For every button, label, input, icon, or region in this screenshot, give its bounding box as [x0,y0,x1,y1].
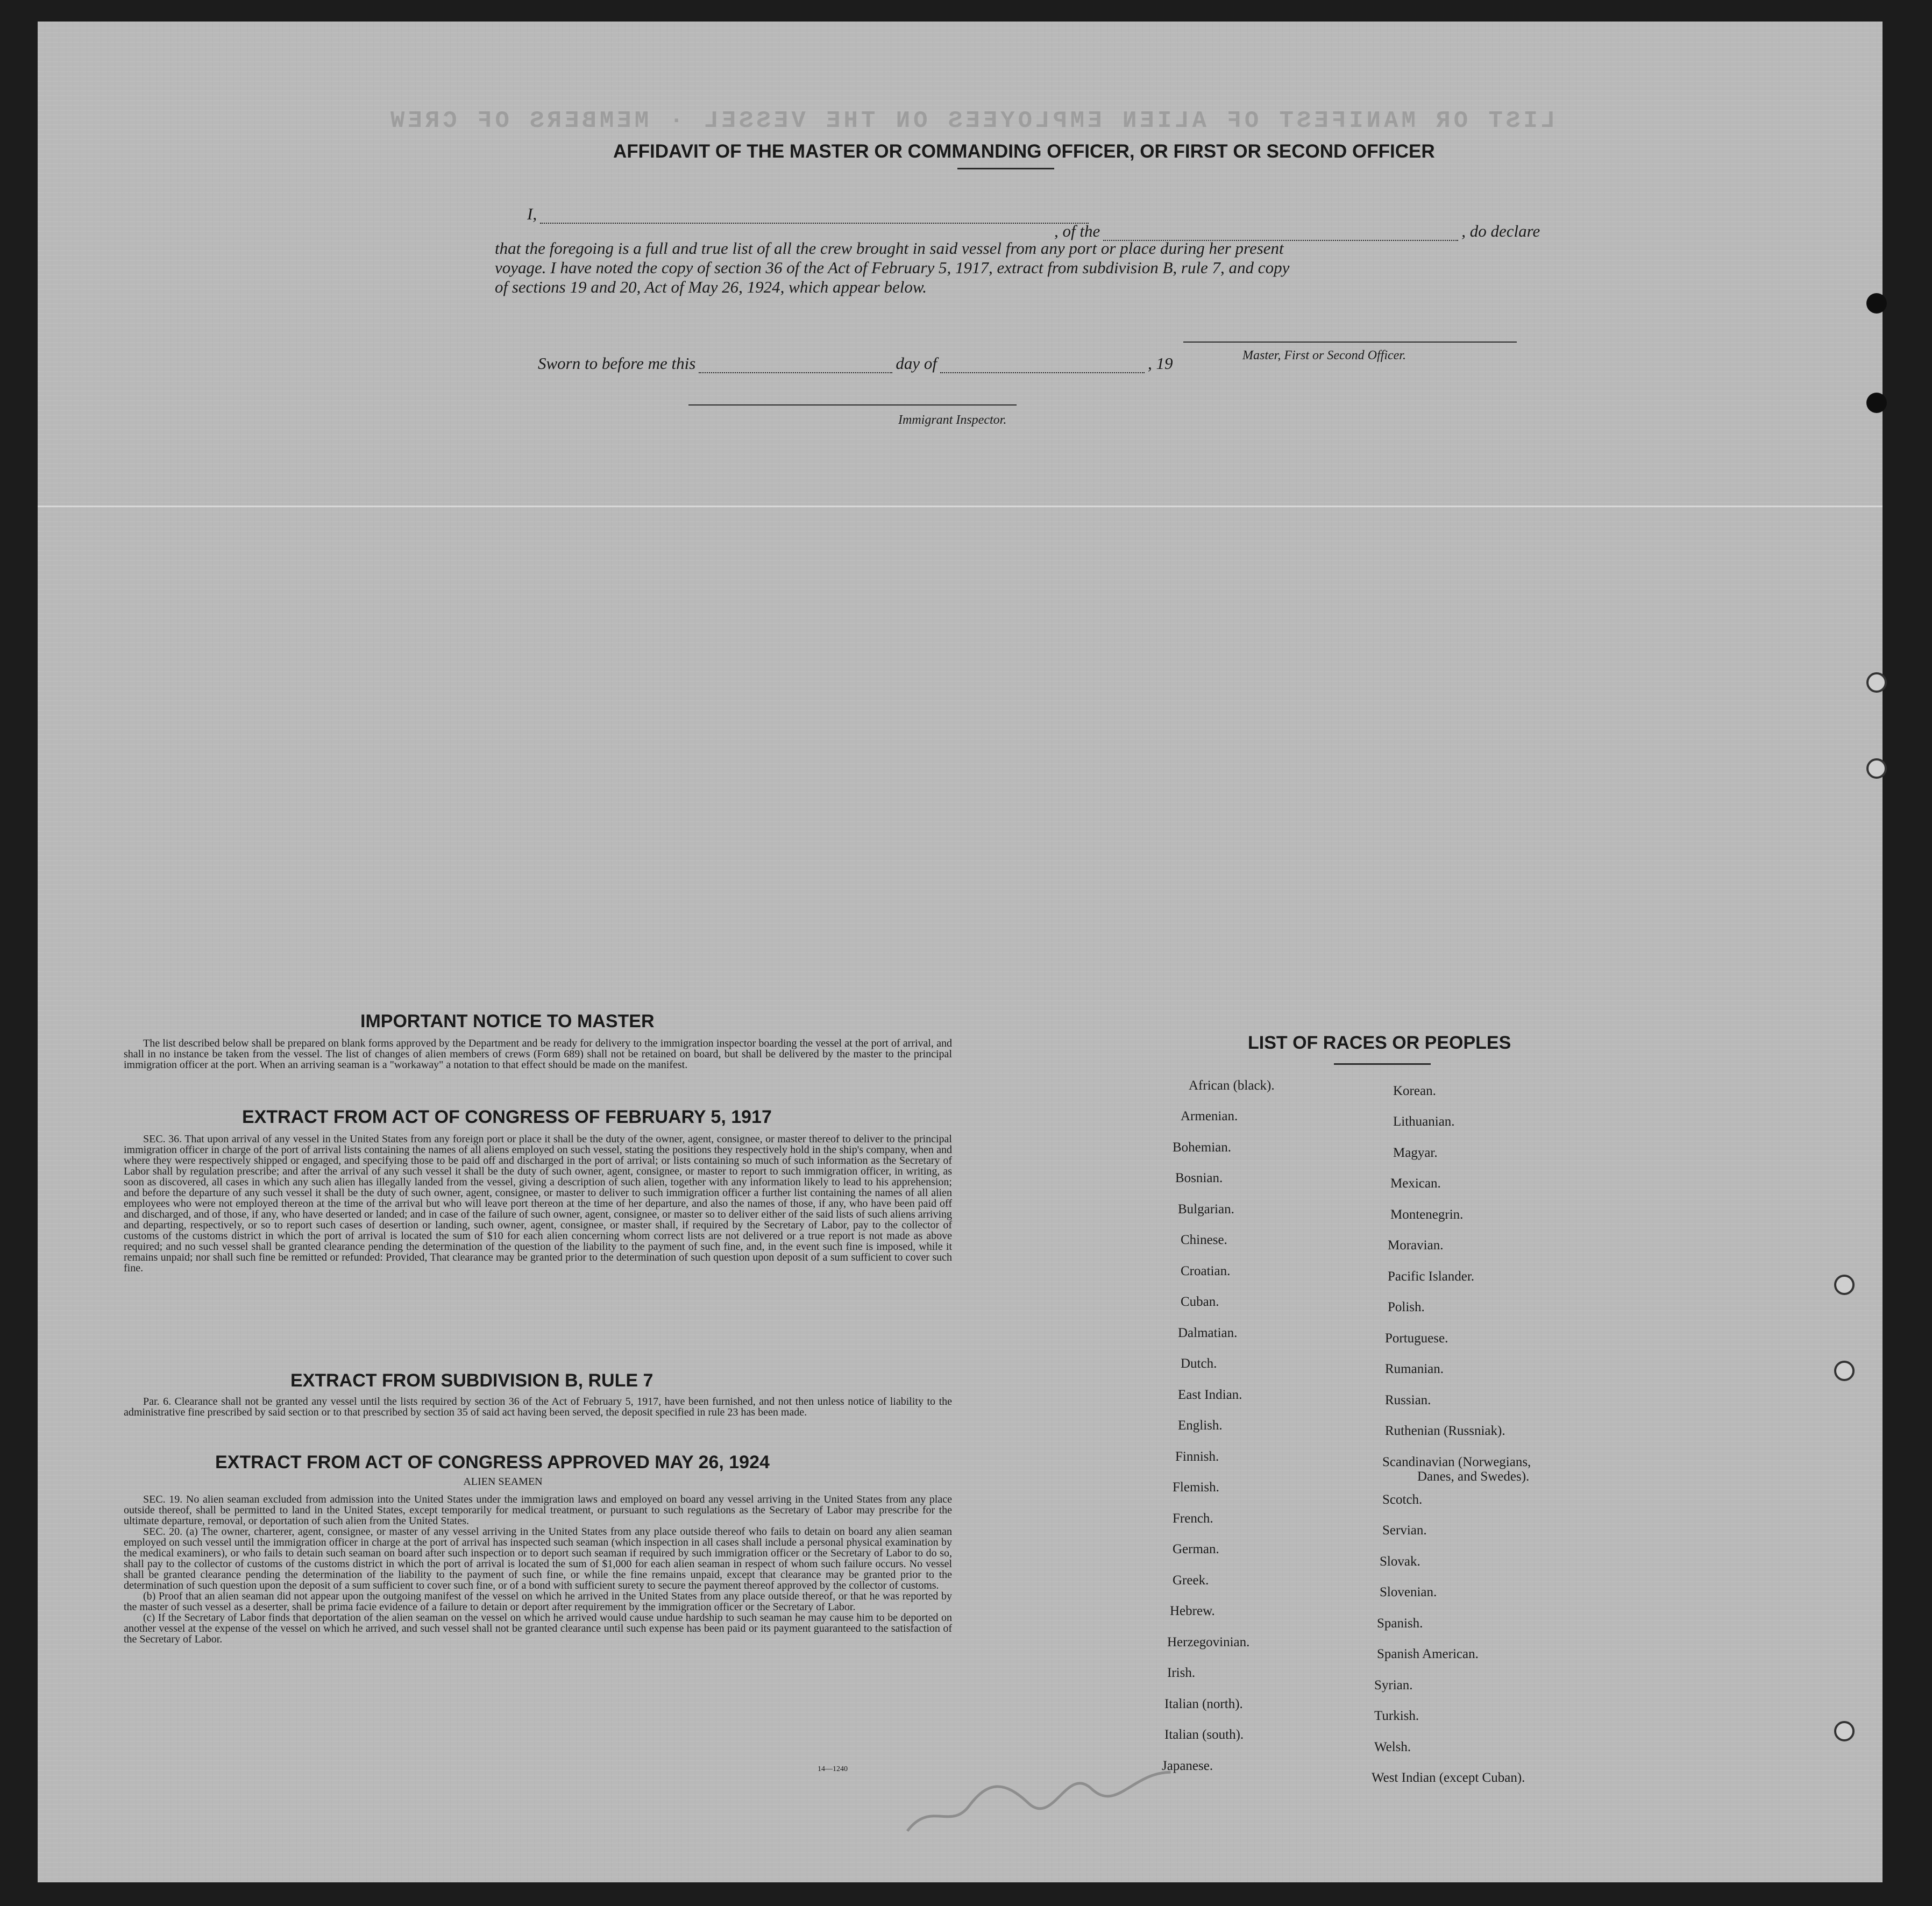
race-right-item: Korean. [1393,1084,1436,1098]
race-right-item: Pacific Islander. [1388,1269,1475,1284]
notice-body: The list described below shall be prepared on blank forms approved by the Department and be ready for delivery to the immigration inspector boarding the vessel at the port of arrival, and shall in no instance be taken from the vessel. The list of changes of alien members of crews (Form 689) shall not be retained on board, but shall be delivered by the master to the principal immigration officer at the port. When an arriving seaman is a "workaway" a notation to that effect should be made on the manifest. [124,1037,952,1071]
race-right-item: Danes, and Swedes). [1417,1469,1530,1484]
race-right-item: Portuguese. [1385,1331,1448,1346]
scanned-page [38,22,1883,1882]
extract-1924-title: EXTRACT FROM ACT OF CONGRESS APPROVED MAY 26, 1924 [215,1452,770,1473]
race-left-item: Croatian. [1181,1264,1231,1278]
race-left-item: Herzegovinian. [1167,1635,1250,1649]
race-left-item: Cuban. [1181,1295,1219,1309]
master-caption: Master, First or Second Officer. [1242,349,1406,362]
race-left-item: Dutch. [1181,1356,1217,1371]
race-left-item: Italian (south). [1164,1727,1244,1742]
race-left-item: Finnish. [1175,1449,1219,1464]
race-right-item: Moravian. [1388,1238,1444,1253]
race-right-item: Rumanian. [1385,1362,1444,1376]
race-right-item: Turkish. [1374,1709,1419,1723]
master-signature-line [1183,342,1517,343]
faded-signature [894,1734,1183,1856]
race-right-item: Slovak. [1380,1554,1420,1569]
inspector-signature-line [688,404,1017,406]
race-left-item: Hebrew. [1170,1604,1215,1618]
title-rule [957,168,1054,169]
race-left-item: Greek. [1173,1573,1209,1588]
punch-hole-2 [1866,393,1887,413]
punch-hole-5 [1834,1275,1855,1295]
race-right-item: Spanish American. [1377,1647,1479,1661]
affidavit-line-5: of sections 19 and 20, Act of May 26, 1924, which appear below. [495,278,927,296]
race-left-item: Japanese. [1162,1759,1213,1773]
affidavit-title: AFFIDAVIT OF THE MASTER OR COMMANDING OFFICER, OR FIRST OR SECOND OFFICER [613,141,1435,162]
race-left-item: Bohemian. [1173,1140,1232,1155]
affidavit-line-2: , of the , do declare [1054,222,1540,240]
races-title-rule [1334,1063,1431,1065]
extract-1924-body: SEC. 19. No alien seaman excluded from admission into the United States under the immigration laws and employed on board any vessel arriving in the United States from any place outside thereof, shall be permitted to land in the United States, except temporarily for medical treatment, or pursuant to such regulations as the Secretary of Labor may prescribe for the ultimate departure, removal, or deportation of such alien from the United States. SEC. 20. (a) The owner, charterer, agent, consignee, or master of any vessel arriving in the United States from any place outside thereof who fails to detain on board any alien seaman employed on such vessel until the immigration officer in charge at the port of arrival has inspected such seaman (which inspection in all cases shall include a personal physical examination by the medical examiners), or who fails to detain such seaman on board after such inspection or to deport such seaman if required by such immigration officer or the Secretary of Labor to do so, shall pay to the collector of customs of the customs district in which the port of arrival is located the sum of $1,000 for each alien seaman in respect of whom such failure occurs. No vessel shall be granted clearance pending the determination of the liability to the payment of such fine, or while the fine remains unpaid, except that clearance may be granted prior to the determination of such question upon the deposit of a sum sufficient to cover such fine, or of a bond with sufficient surety to secure the payment thereof approved by the collector of customs. (b) Proof that an alien seaman did not appear upon the outgoing manifest of the vessel on which he arrived in the United States from any place outside thereof, or that he was reported by the master of such vessel as a deserter, shall be prima facie evidence of a failure to detain or deport after requirement by the immigration officer or the Secretary of Labor. (c) If the Secretary of Labor finds that deportation of the alien seaman on the vessel on which he arrived would cause undue hardship to such seaman he may cause him to be deported on another vessel at the expense of the vessel on which he arrived, and such vessel shall not be granted clearance until such expense has been paid or its payment guaranteed to the satisfaction of the Secretary of Labor. [124,1493,952,1645]
race-right-item: Syrian. [1374,1678,1413,1692]
punch-hole-7 [1834,1721,1855,1741]
fold-line [38,506,1883,507]
race-left-item: Chinese. [1181,1233,1227,1247]
race-left-item: Dalmatian. [1178,1326,1238,1340]
punch-hole-3 [1866,672,1887,693]
race-left-item: Irish. [1167,1666,1196,1680]
extract-1924-subtitle: ALIEN SEAMEN [463,1476,543,1488]
race-right-item: Montenegrin. [1390,1207,1464,1222]
notice-title: IMPORTANT NOTICE TO MASTER [360,1011,655,1032]
race-right-item: Ruthenian (Russniak). [1385,1424,1505,1438]
race-right-item: West Indian (except Cuban). [1372,1770,1525,1785]
race-right-item: Russian. [1385,1393,1431,1407]
affidavit-line-3: that the foregoing is a full and true list of all the crew brought in said vessel from any port or place during her present [495,239,1284,258]
race-right-item: Spanish. [1377,1616,1423,1631]
affidavit-line-4: voyage. I have noted the copy of section 36 of the Act of February 5, 1917, extract from subdivision B, rule 7, and copy [495,258,1290,277]
race-right-item: Scandinavian (Norwegians, [1382,1455,1531,1469]
race-left-item: Italian (north). [1164,1697,1243,1711]
race-right-item: Lithuanian. [1393,1114,1455,1129]
race-left-item: East Indian. [1178,1388,1242,1402]
race-left-item: African (black). [1189,1078,1275,1093]
race-right-item: Scotch. [1382,1492,1423,1507]
race-right-item: Welsh. [1374,1740,1411,1754]
race-right-item: Magyar. [1393,1146,1438,1160]
race-right-item: Mexican. [1390,1176,1441,1191]
race-left-item: German. [1173,1542,1219,1556]
punch-hole-6 [1834,1361,1855,1381]
race-left-item: Bosnian. [1175,1171,1223,1185]
race-right-item: Servian. [1382,1523,1427,1538]
punch-hole-1 [1866,293,1887,314]
race-left-item: English. [1178,1418,1223,1433]
bleed-through-header: LIST OR MANIFEST OF ALIEN EMPLOYEES ON THE VESSEL · MEMBERS OF CREW [387,108,1555,134]
races-title: LIST OF RACES OR PEOPLES [1248,1033,1511,1053]
extract-1917-title: EXTRACT FROM ACT OF CONGRESS OF FEBRUARY 5, 1917 [242,1107,772,1127]
form-number: 14—1240 [818,1765,848,1773]
race-right-item: Slovenian. [1380,1585,1437,1599]
sworn-line: Sworn to before me this day of , 19 [538,354,1173,373]
race-left-item: French. [1173,1511,1213,1526]
rule7-body: Par. 6. Clearance shall not be granted any vessel until the lists required by section 36 of the Act of February 5, 1917, have been furnished, and not then unless notice of liability to the administrative fine prescribed by said section or to that prescribed by section 35 of said act having been served, the deposit specified in rule 23 has been made. [124,1396,952,1418]
race-left-item: Armenian. [1181,1109,1238,1123]
race-right-item: Polish. [1388,1300,1425,1314]
inspector-caption: Immigrant Inspector. [898,413,1007,427]
extract-1917-body: SEC. 36. That upon arrival of any vessel in the United States from any foreign port or place it shall be the duty of the owner, agent, consignee, or master thereof to deliver to the principal immigration officer in charge of the port of arrival lists containing the names of all aliens employed on such vessel, stating the positions they respectively hold in the ship's company, when and where they were respectively shipped or engaged, and specifying those to be paid off and discharged in the port of arrival; or lists containing so much of such information as the Secretary of Labor shall by regulation prescribe; and after the arrival of any such vessel it shall be the duty of such owner, agent, consignee, or master to report to such immigration officer, in writing, as soon as discovered, all cases in which any such alien has illegally landed from the vessel, giving a description of such alien, together with any information likely to lead to his apprehension; and before the departure of any such vessel it shall be the duty of such owner, agent, consignee, or master to deliver to such immigration officer a further list containing the names of all alien employees who were not employed thereon at the time of the arrival but who will leave port thereon at the time of her departure, and also the names of those, if any, who have been paid off and discharged, and of those, if any, who have deserted or landed; and in case of the failure of such owner, agent, consignee, or master so to deliver either of the said lists of such aliens arriving and departing, respectively, or so to report such cases of desertion or landing, such owner, agent, consignee, or master shall, if required by the Secretary of Labor, pay to the collector of customs of the customs district in which the port of arrival is located the sum of $10 for each alien concerning whom correct lists are not delivered or a true report is not made as above required; and no such vessel shall be granted clearance pending the determination of the question of the liability to the payment of such fine, and, in the event such fine is imposed, while it remains unpaid; nor shall such fine be remitted or refunded: Provided, That clearance may be granted prior to the determination of such question upon deposit of a sum sufficient to cover such fine. [124,1133,952,1274]
race-left-item: Bulgarian. [1178,1202,1234,1217]
rule7-title: EXTRACT FROM SUBDIVISION B, RULE 7 [290,1370,654,1391]
affidavit-line-1: I, [527,204,1092,224]
race-left-item: Flemish. [1173,1480,1219,1495]
punch-hole-4 [1866,758,1887,779]
